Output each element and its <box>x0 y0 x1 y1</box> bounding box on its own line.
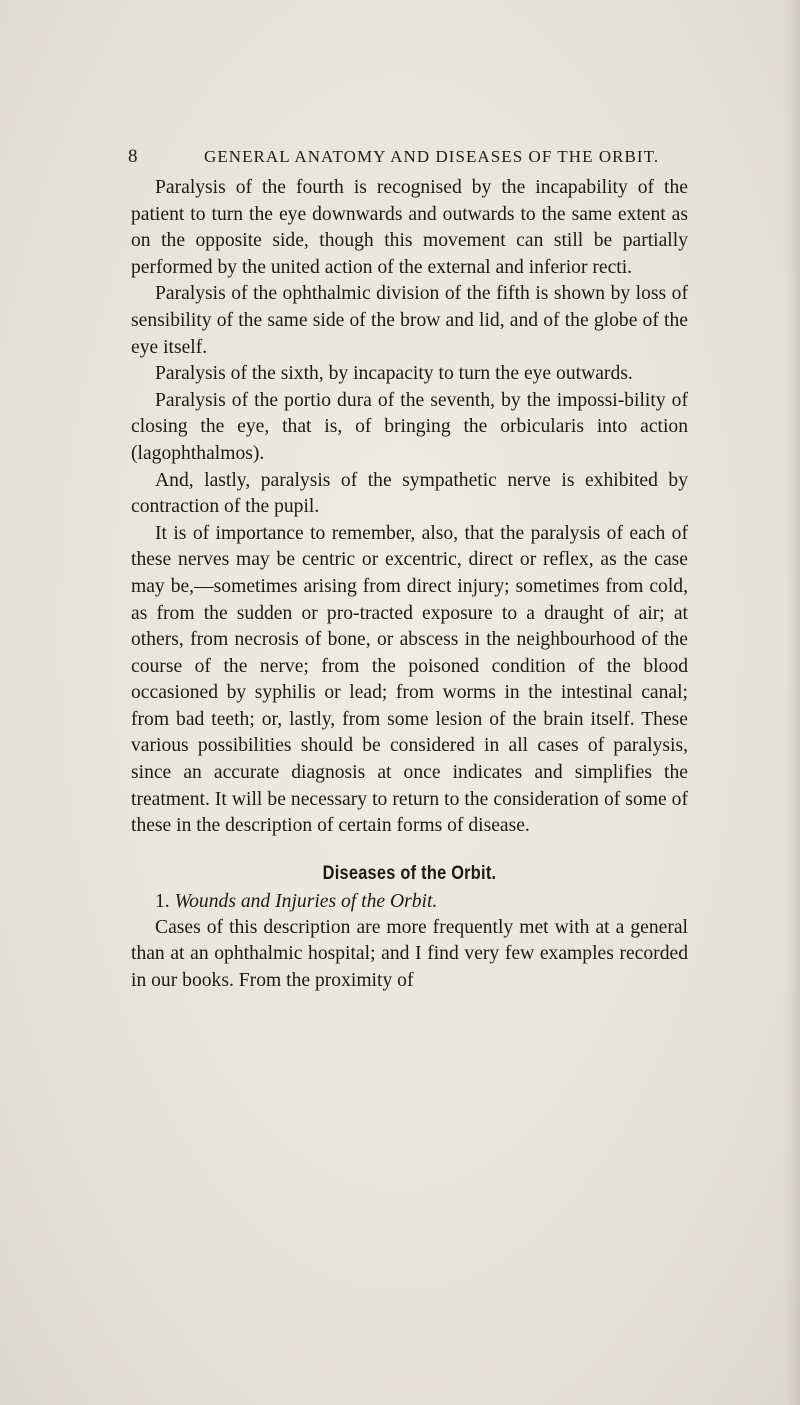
section-heading: Diseases of the Orbit. <box>322 862 497 884</box>
paragraph: And, lastly, paralysis of the sympathetic nerve is exhibited by contraction of the pupil. <box>131 469 688 518</box>
paragraph: Paralysis of the portio dura of the seventh, by the impossi-bility of closing the eye, that is, of bringing the orbicularis into action (lagophthalmos). <box>131 389 688 464</box>
page-number: 8 <box>128 146 138 167</box>
subsection-heading <box>131 889 688 915</box>
paragraph: Cases of this description are more frequently met with at a general than at an ophthalmic hospital; and I find very few examples recorded in our books. From the proximity of <box>131 916 688 992</box>
paragraph: Paralysis of the ophthalmic division of the fifth is shown by loss of sensibility of the same side of the brow and lid, and of the globe of the eye itself. <box>131 283 688 358</box>
paragraph: Paralysis of the fourth is recognised by the incapability of the patient to turn the eye downwards and outwards to the same extent as on the opposite side, though this movement can still be partially performed by the united action of the external and inferior recti. <box>131 177 688 278</box>
page-header <box>128 146 688 170</box>
paragraph: It is of importance to remember, also, that the paralysis of each of these nerves may be centric or excentric, direct or reflex, as the case may be,—sometimes arising from direct injury; sometimes from cold, as from the sudden or pro-tracted exposure to a draught of air; at others, from necrosis of bone, or abscess in the neighbourhood of the course of the nerve; from the poisoned condition of the blood occasioned by syphilis or lead; from worms in the intestinal canal; from bad teeth; or, lastly, from some lesion of the brain itself. These various possibilities should be considered in all cases of paralysis, since an accurate diagnosis at once indicates and simplifies the treatment. It will be necessary to return to the consideration of some of these in the description of certain forms of disease. <box>131 522 688 837</box>
paragraph: Paralysis of the sixth, by incapacity to turn the eye outwards. <box>155 363 633 385</box>
subsection-title: Wounds and Injuries of the Orbit. <box>174 890 438 912</box>
running-head: GENERAL ANATOMY AND DISEASES OF THE ORBIT. <box>204 147 660 166</box>
body-text <box>131 175 688 995</box>
subsection-number: 1. <box>155 890 170 912</box>
page-edge-shadow <box>786 0 800 1405</box>
